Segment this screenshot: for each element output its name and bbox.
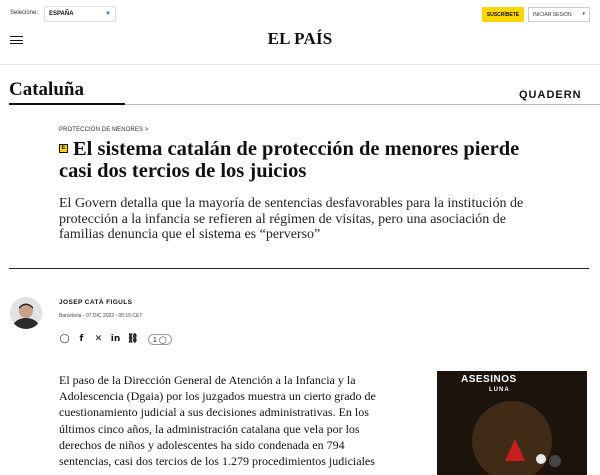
chevron-down-icon: ▼	[105, 11, 111, 17]
login-button-label: INICIAR SESIÓN	[533, 12, 572, 18]
edition-select[interactable]	[44, 6, 116, 22]
top-bar	[0, 0, 600, 30]
ad-subtitle: LUNA	[489, 387, 510, 393]
edition-select-value: ESPAÑA	[49, 11, 74, 17]
section-link-quadern[interactable]: QUADERN	[519, 89, 582, 101]
divider	[125, 104, 600, 105]
comment-icon: ◯	[158, 337, 167, 344]
divider	[0, 64, 600, 65]
article-dateline: Barcelona - 07 DIC 2022 - 05:15 CET	[59, 313, 143, 319]
linkedin-icon[interactable]: in	[110, 334, 121, 344]
article-headline: El sistema catalán de protección de menores pierde casi dos tercios de los juicios	[59, 138, 520, 182]
author-avatar[interactable]	[10, 297, 42, 329]
section-underline	[9, 103, 125, 105]
facebook-icon[interactable]: f	[79, 334, 84, 344]
advertisement[interactable]	[437, 371, 587, 475]
comments-button[interactable]	[148, 334, 172, 345]
divider	[9, 268, 589, 269]
login-button[interactable]	[528, 7, 590, 22]
subscribe-button[interactable]: SUSCRÍBETE	[482, 7, 524, 22]
exclusive-badge-icon: E	[59, 144, 68, 153]
breadcrumb[interactable]: PROTECCIÓN DE MENORES >	[59, 127, 149, 133]
share-bar	[59, 334, 138, 345]
chevron-down-icon: ▾	[582, 11, 585, 17]
edition-select-label: Selecione:	[10, 10, 39, 16]
x-icon[interactable]: ✕	[94, 334, 103, 344]
article-subhead: El Govern detalla que la mayoría de sentencias desfavorables para la institución de protección a la infancia se refieren al régimen de visitas, pero una asociación de familias denuncia que el sistema es “perverso”	[59, 196, 524, 242]
article-body: El paso de la Dirección General de Atención a la Infancia y la Adolescencia (Dgaia) por los juzgados muestra un cierto grado de cuestionamiento judicial a sus decisiones administrativas. En los últimos cinco años, la administración catalana que vela por los derechos de niños y adolescentes ha sido condenada en 794 sentencias, casi dos tercios de los 1.279 procedimientos judiciales	[59, 373, 376, 469]
site-logo[interactable]: EL PAÍS	[267, 29, 333, 48]
whatsapp-icon[interactable]: ◯	[59, 334, 70, 344]
comment-count: 1	[153, 337, 157, 344]
link-icon[interactable]: ⛓	[127, 334, 139, 344]
section-title[interactable]: Cataluña	[9, 79, 84, 100]
ad-title: ASESINOS	[461, 374, 517, 385]
author-name[interactable]: JOSEP CATÀ FIGULS	[59, 299, 133, 306]
